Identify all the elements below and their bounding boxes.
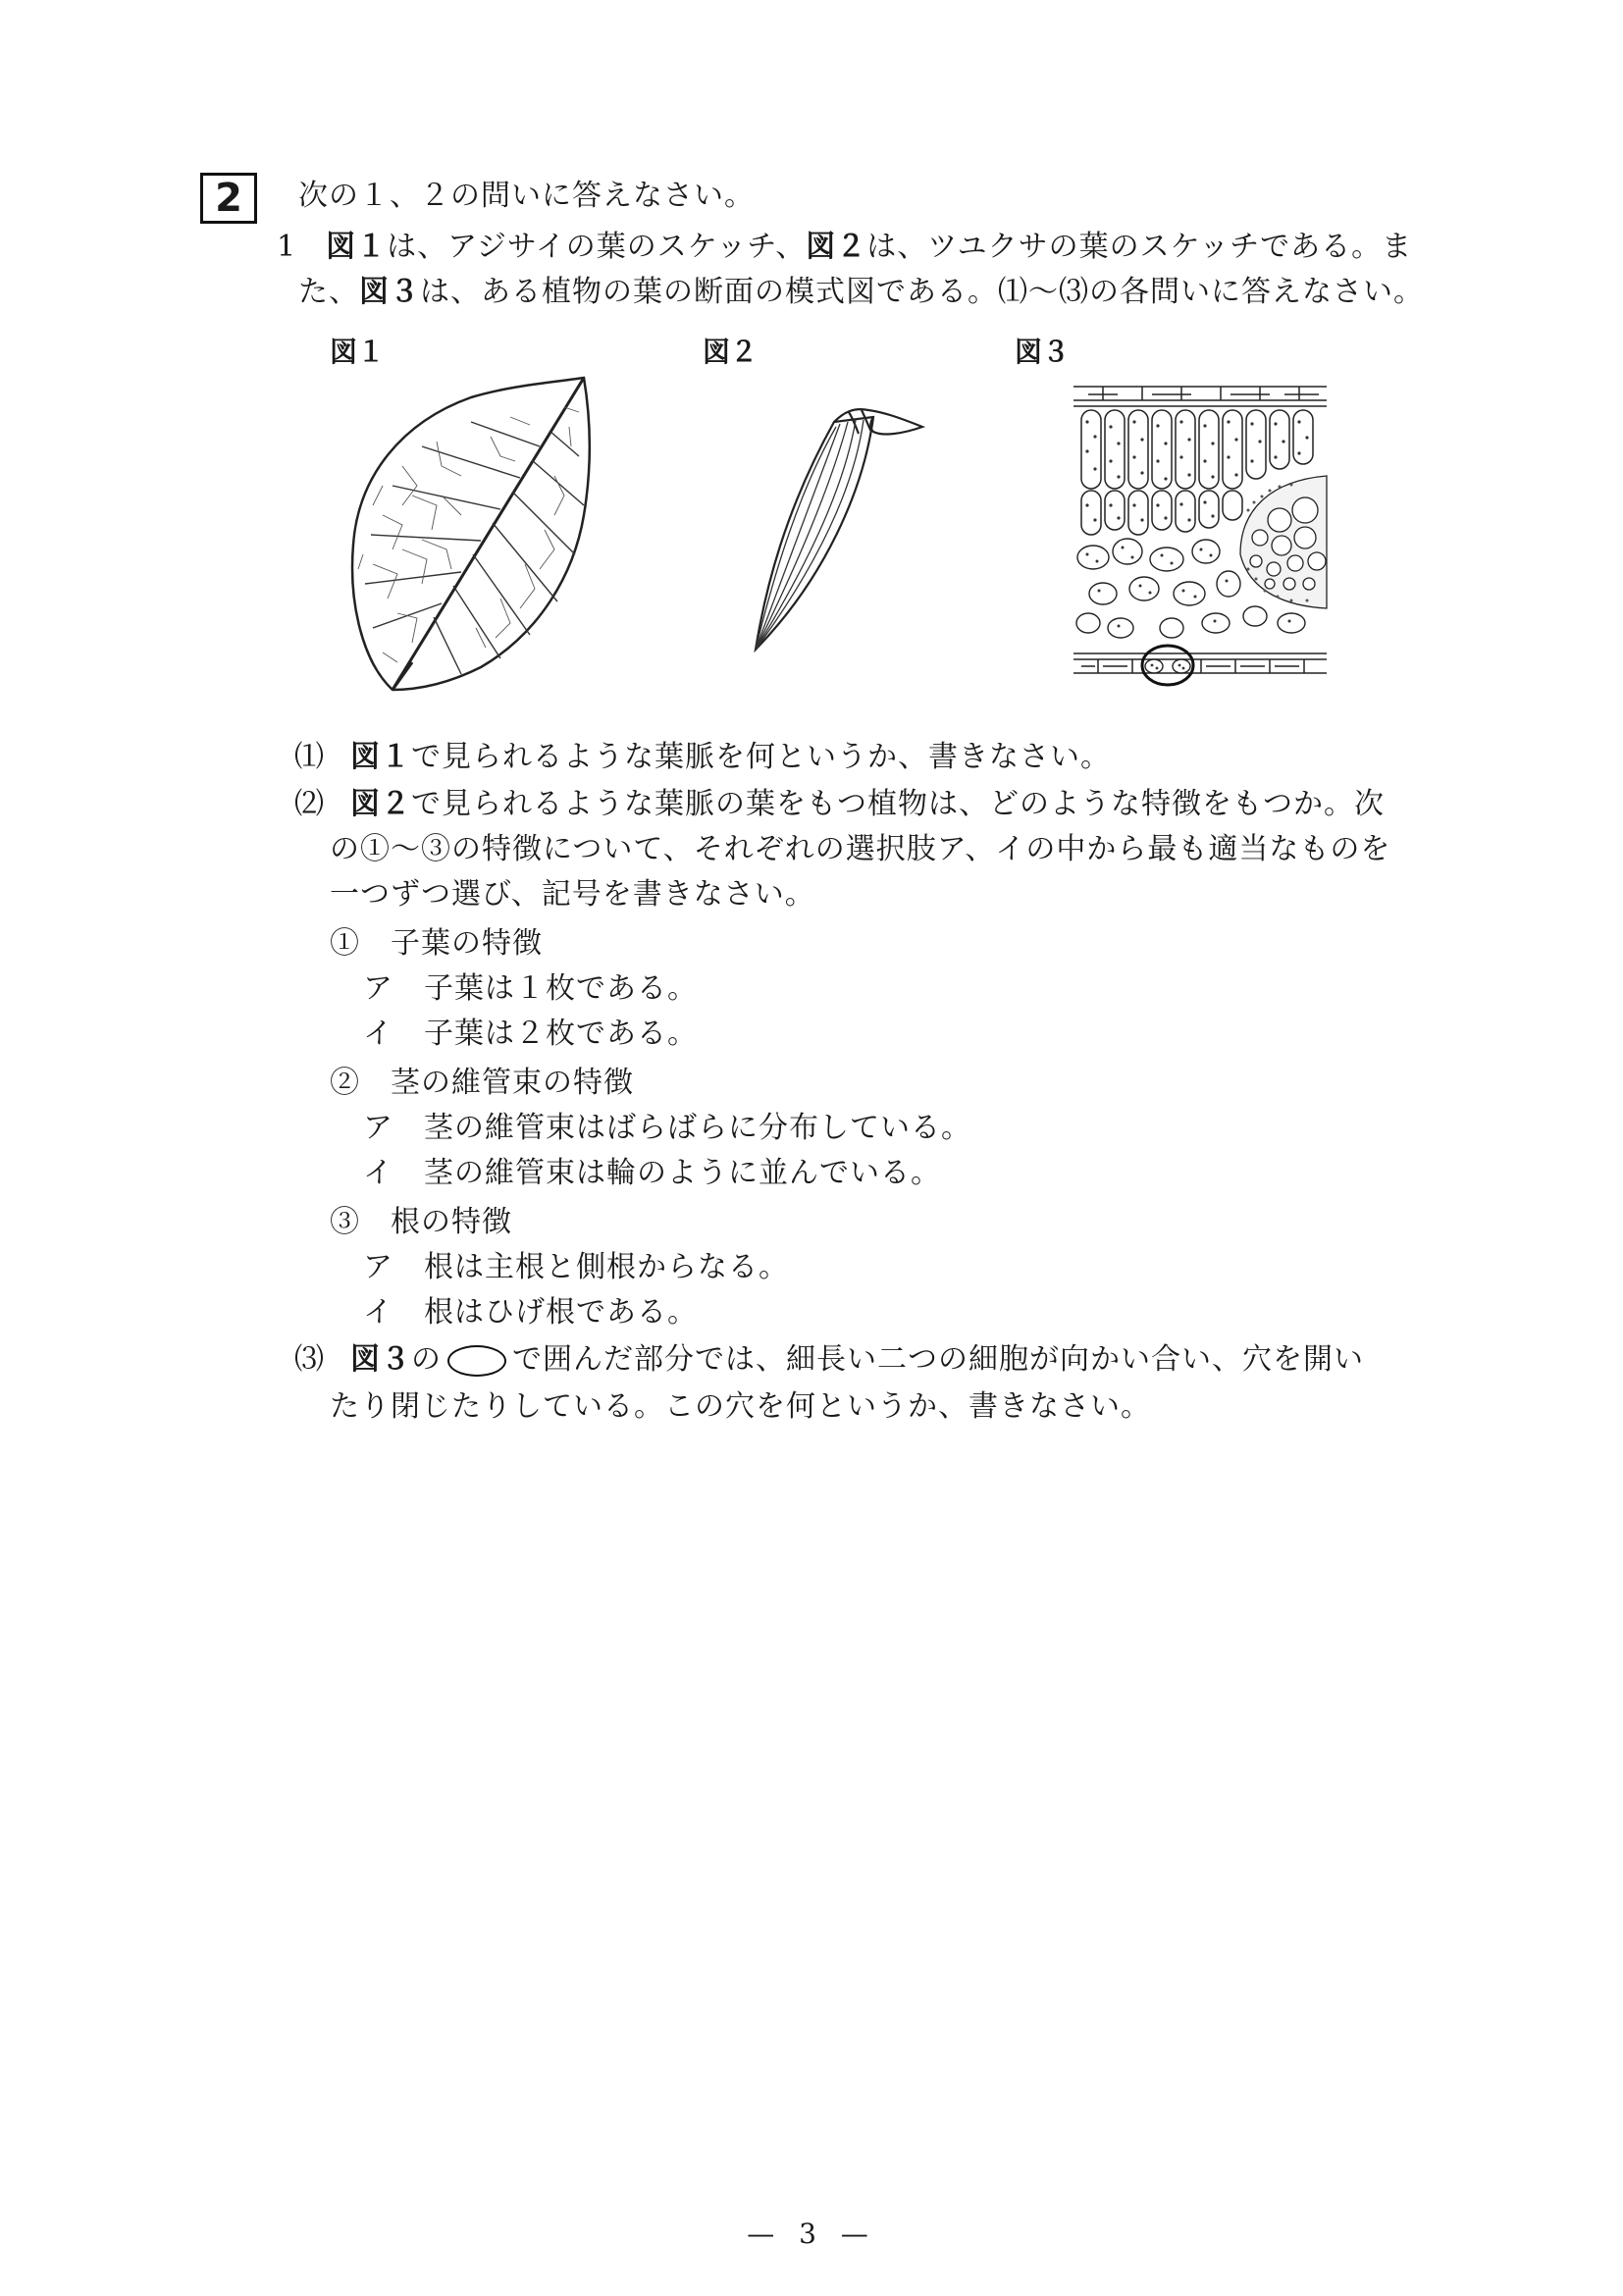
part1-text-c: た、	[298, 275, 359, 309]
part1-line1	[277, 228, 1412, 267]
subq3-fig-ref: 図３	[350, 1342, 411, 1377]
item3-option-b: イ 根はひげ根である。	[363, 1295, 698, 1330]
item3-title: ③ 根の特徴	[330, 1205, 512, 1239]
item1-title: ① 子葉の特徴	[330, 926, 543, 961]
subq3-text1: で囲んだ部分では、細長い二つの細胞が向かい合い、穴を開い	[512, 1342, 1364, 1377]
figure3-leaf-cross-section	[1073, 383, 1331, 687]
item2-option-b: イ 茎の維管束は輪のように並んでいる。	[363, 1156, 941, 1190]
subq2-line3: 一つずつ選び、記号を書きなさい。	[330, 877, 815, 912]
part1-text-d: は、ある植物の葉の断面の模式図である。⑴〜⑶の各問いに答えなさい。	[420, 275, 1424, 309]
oval-symbol-icon	[447, 1345, 506, 1377]
subq1-text: で見られるような葉脈を何というか、書きなさい。	[411, 740, 1111, 774]
part1-text-b: は、ツユクサの葉のスケッチである。ま	[866, 230, 1413, 264]
fig1-ref: 図１	[326, 230, 388, 264]
subq1-line	[294, 738, 1111, 777]
subq2-number: ⑵	[294, 787, 325, 821]
item2-title: ② 茎の維管束の特徴	[330, 1066, 634, 1100]
figure3-label: 図３	[1015, 336, 1071, 368]
subq1-fig-ref: 図１	[350, 740, 411, 774]
item3-option-a: ア 根は主根と側根からなる。	[363, 1250, 789, 1284]
subq2-line2: の①〜③の特徴について、それぞれの選択肢ア、イの中から最も適当なものを	[330, 832, 1391, 866]
subq2-text1: で見られるような葉脈の葉をもつ植物は、どのような特徴をもつか。次	[411, 787, 1385, 821]
figure1-hydrangea-leaf	[343, 368, 599, 697]
figure1-label: 図１	[330, 336, 386, 368]
part1-text-a: は、アジサイの葉のスケッチ、	[387, 230, 807, 264]
fig3-ref: 図３	[359, 275, 420, 309]
subq1-number: ⑴	[294, 740, 325, 774]
figure2-dayflower-leaf	[746, 392, 942, 657]
subq2-fig-ref: 図２	[350, 787, 411, 821]
part1-number: 1	[277, 230, 297, 264]
item1-option-a: ア 子葉は１枚である。	[363, 971, 698, 1006]
fig2-ref: 図２	[806, 230, 867, 264]
question-intro: 次の１、２の問いに答えなさい。	[298, 179, 755, 213]
subq3-line1	[294, 1340, 1364, 1380]
item2-option-a: ア 茎の維管束はばらばらに分布している。	[363, 1111, 971, 1145]
part1-line2	[298, 273, 1424, 312]
question-number-box: 2	[200, 173, 257, 224]
subq3-line2: たり閉じたりしている。この穴を何というか、書きなさい。	[330, 1389, 1151, 1424]
subq3-pre: の	[411, 1342, 442, 1377]
figure2-label: 図２	[703, 336, 759, 368]
page-number: — 3 —	[747, 2218, 876, 2250]
subq3-number: ⑶	[294, 1342, 325, 1377]
subq2-line1	[294, 785, 1385, 824]
item1-option-b: イ 子葉は２枚である。	[363, 1017, 698, 1051]
